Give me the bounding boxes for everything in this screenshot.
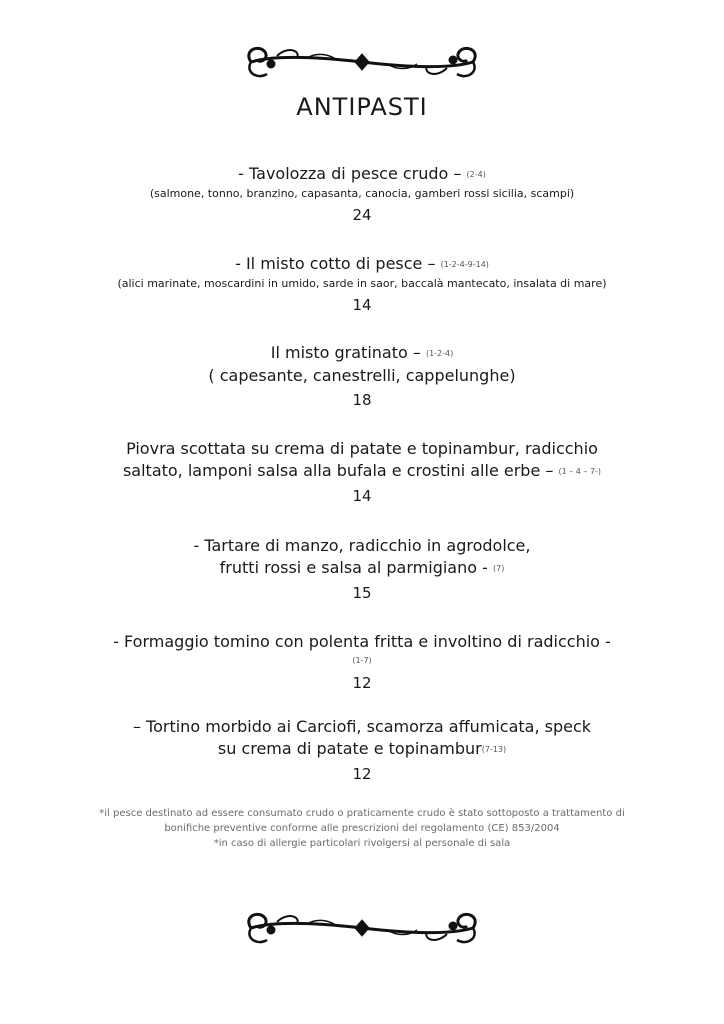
dish-name-line: saltato, lamponi salsa alla bufala e crostini alle erbe – xyxy=(122,461,554,480)
flourish-divider-icon xyxy=(0,906,724,950)
dish-price: 15 xyxy=(352,584,372,602)
dish-name-line: su crema di patate e topinambur xyxy=(217,739,482,758)
dish-name-line: - Tartare di manzo, radicchio in agrodolce, xyxy=(193,536,531,555)
dish-price: 14 xyxy=(352,487,372,505)
dish-name-line: – Tortino morbido ai Carciofi, scamorza affumicata, speck xyxy=(132,717,592,736)
dish-name: - Il misto cotto di pesce – xyxy=(235,254,436,273)
dish-name: - Formaggio tomino con polenta fritta e involtino di radicchio - xyxy=(113,632,611,651)
allergen-codes: (1 – 4 – 7-) xyxy=(558,467,602,476)
dish-price: 24 xyxy=(352,206,372,224)
allergen-codes: (1-7) xyxy=(352,656,372,665)
dish-name: - Tavolozza di pesce crudo – xyxy=(238,164,462,183)
footnote-line: bonifiche preventive conforme alle prescrizioni del regolamento (CE) 853/2004 xyxy=(164,823,560,834)
footnote-line: *in caso di allergie particolari rivolgersi al personale di sala xyxy=(213,838,511,849)
menu-item xyxy=(0,342,724,411)
dish-name-line: frutti rossi e salsa al parmigiano - xyxy=(219,558,488,577)
dish-description: ( capesante, canestrelli, cappelunghe) xyxy=(208,366,516,385)
menu-item xyxy=(0,716,724,785)
dish-name-line: Piovra scottata su crema di patate e topinambur, radicchio xyxy=(126,439,598,458)
footnote-line: *il pesce destinato ad essere consumato crudo o praticamente crudo è stato sottoposto a trattamento di xyxy=(99,808,625,819)
dish-description: (salmone, tonno, branzino, capasanta, canocia, gamberi rossi sicilia, scampi) xyxy=(149,187,575,200)
allergen-codes: (7) xyxy=(492,564,505,573)
menu-title: ANTIPASTI xyxy=(296,93,428,121)
allergen-codes: (2-4) xyxy=(466,170,486,179)
footnote xyxy=(40,806,684,851)
dish-price: 14 xyxy=(352,296,372,314)
menu-item xyxy=(0,438,724,507)
menu-item xyxy=(0,535,724,604)
dish-name: Il misto gratinato – xyxy=(270,343,421,362)
menu-item xyxy=(0,631,724,694)
allergen-codes: (7-13) xyxy=(481,745,507,754)
allergen-codes: (1-2-4) xyxy=(425,349,454,358)
flourish-divider-icon xyxy=(0,40,724,84)
menu-item xyxy=(0,253,724,316)
menu-item xyxy=(0,163,724,226)
dish-price: 18 xyxy=(352,391,372,409)
dish-price: 12 xyxy=(352,674,372,692)
allergen-codes: (1-2-4-9-14) xyxy=(440,260,489,269)
dish-price: 12 xyxy=(352,765,372,783)
dish-description: (alici marinate, moscardini in umido, sarde in saor, baccalà mantecato, insalata di mare) xyxy=(117,277,607,290)
